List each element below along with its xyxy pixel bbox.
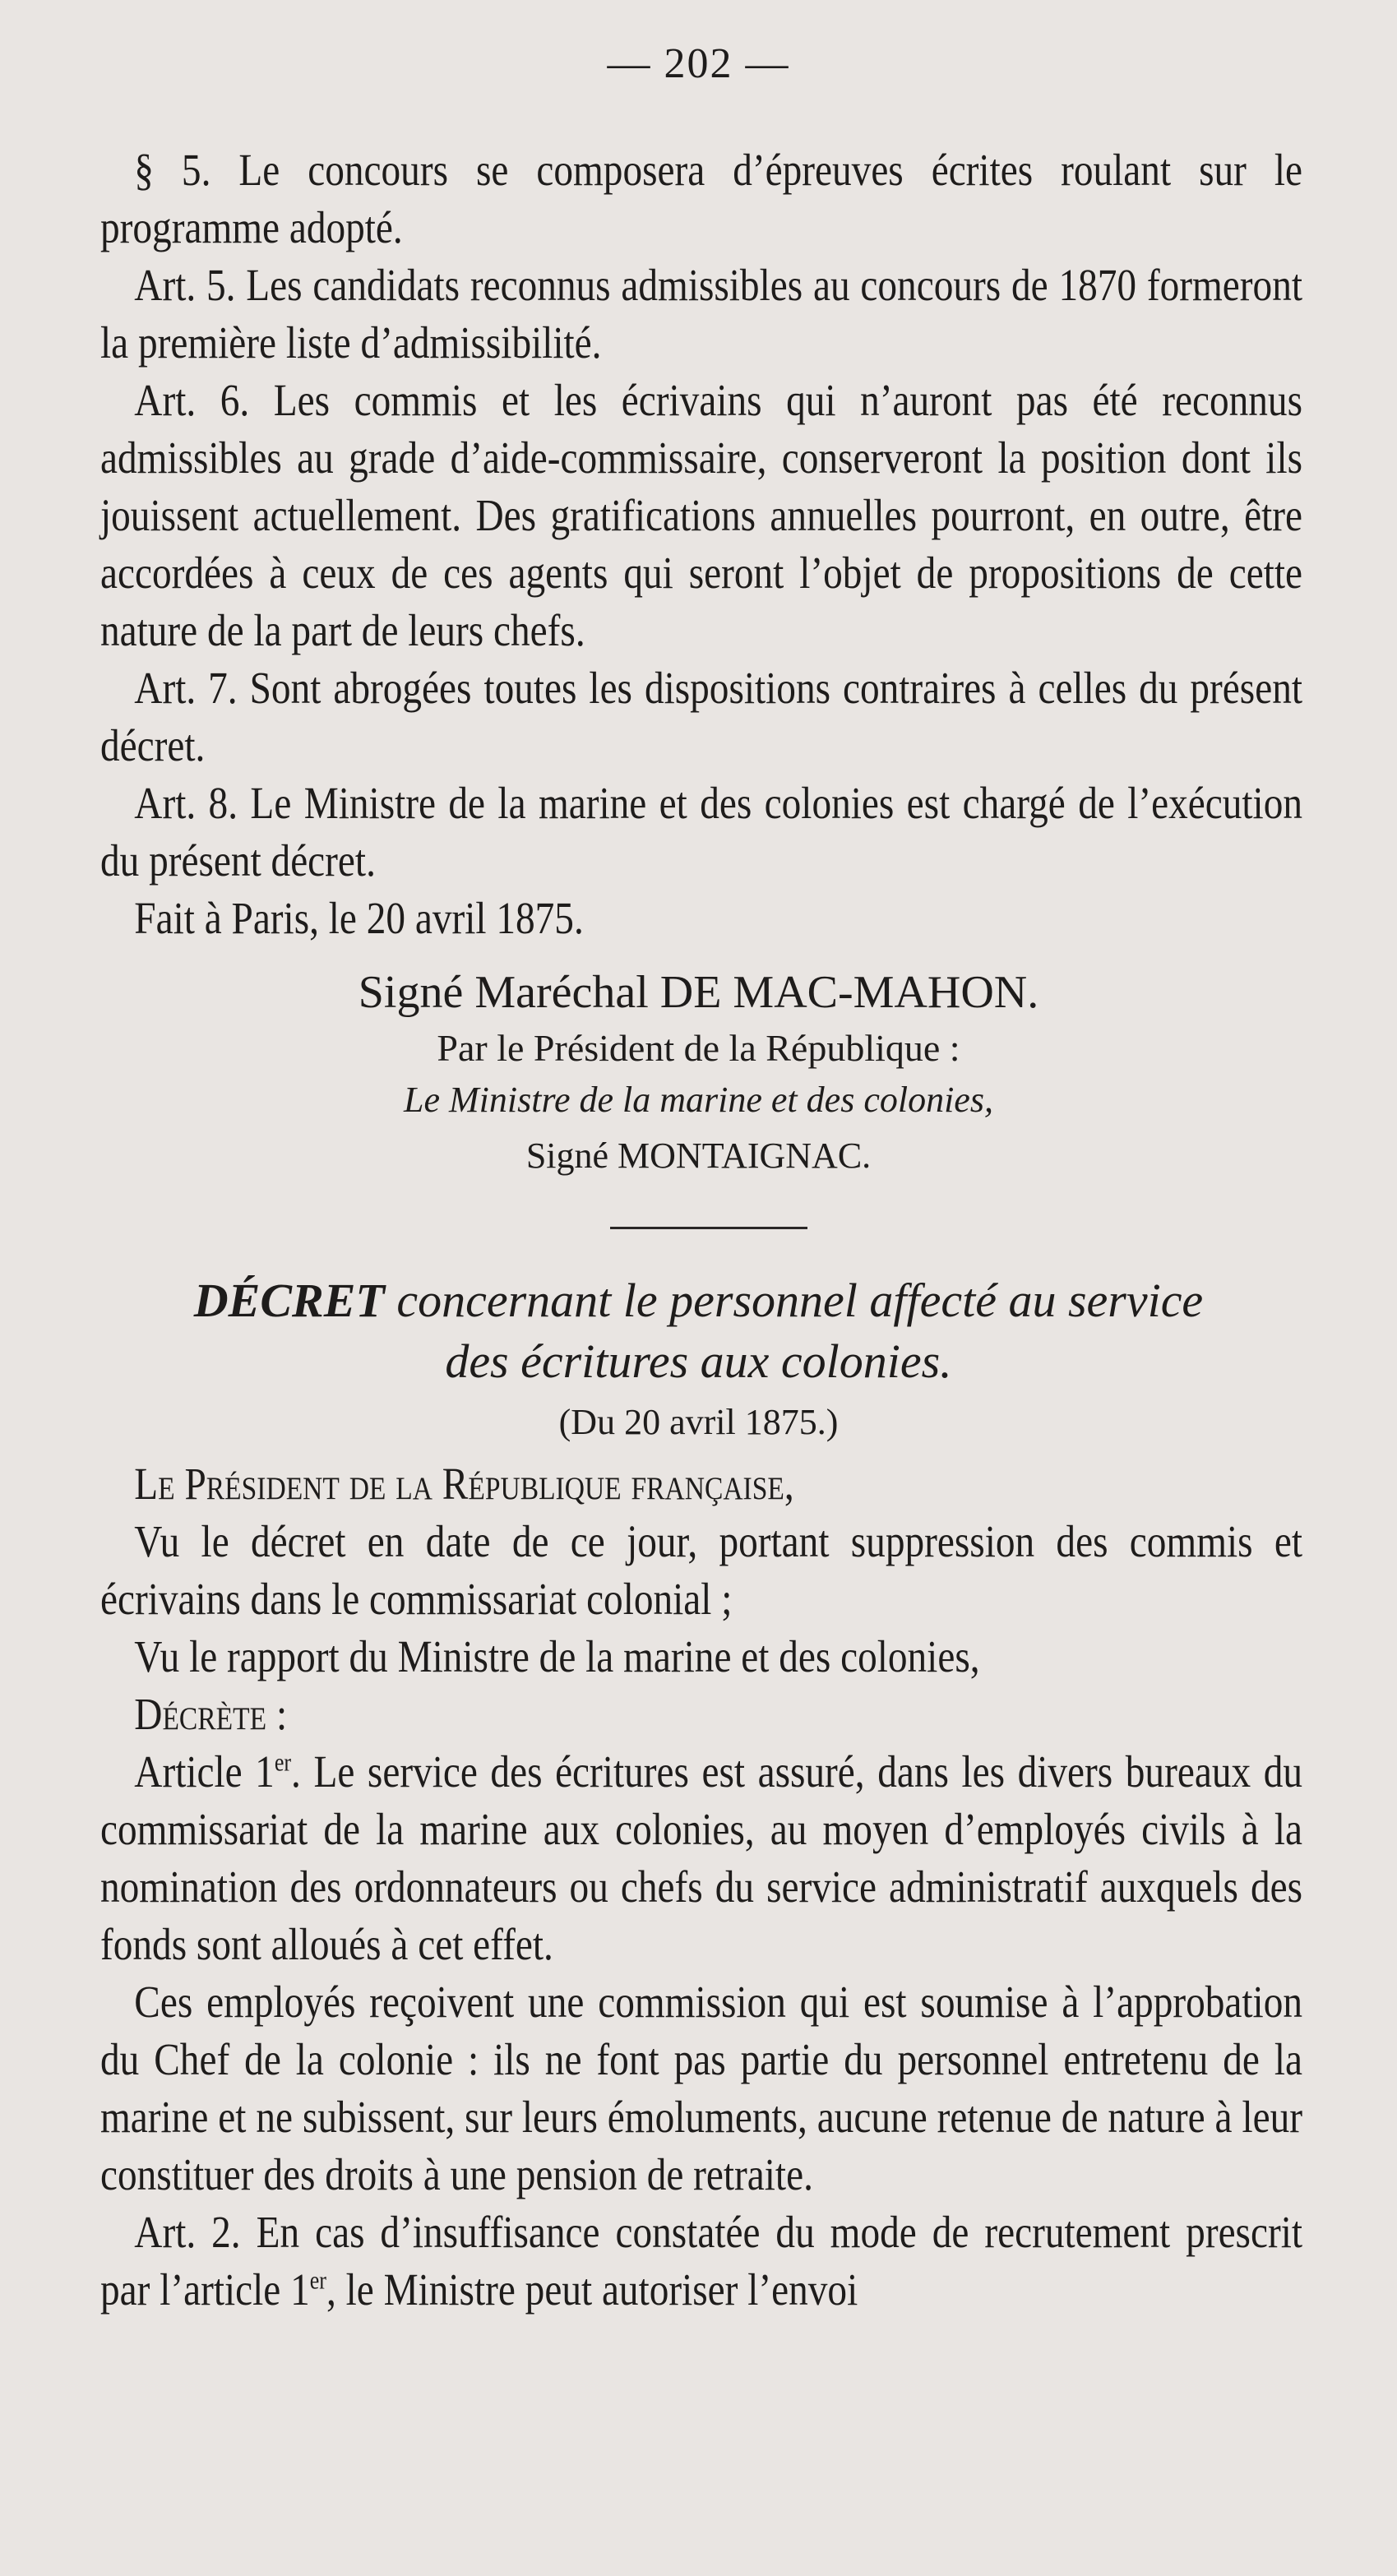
countersign-role: Le Ministre de la marine et des colonies, — [404, 1080, 993, 1120]
decree-2-date: (Du 20 avril 1875.) — [558, 1402, 839, 1442]
page-number: — 202 — — [607, 40, 790, 87]
paragraph-art-8: Art. 8. Le Ministre de la marine et des colonies est chargé de l’exécution du présent décret. — [100, 778, 1302, 886]
signature-president: Signé Maréchal DE MAC-MAHON. — [358, 967, 1039, 1018]
paragraph-art-6: Art. 6. Les commis et les écrivains qui n’auront pas été reconnus admissibles au grade d’aide-commissaire, conserveront la position dont ils jouissent actuellement. Des gratifications annuelles pourront, en outre, être accordées à ceux de ces agents qui seront l’objet de propositions de cette nature de la part de leurs chefs. — [100, 375, 1302, 655]
paragraph-art-7: Art. 7. Sont abrogées toutes les dispositions contraires à celles du présent décret. — [100, 663, 1302, 770]
countersign-name: Signé MONTAIGNAC. — [525, 1135, 872, 1176]
article-1-paragraph-2: Ces employés reçoivent une commission qui est soumise à l’approbation du Chef de la colonie : ils ne font pas partie du personnel entretenu de la marine et ne subissent, sur leurs émoluments, aucune retenue de nature à leur constituer des droits à une pension de retraite. — [100, 1977, 1302, 2199]
considering-decree: Vu le décret en date de ce jour, portant suppression des commis et écrivains dans le commissariat colonial ; — [100, 1516, 1302, 1624]
considering-report: Vu le rapport du Ministre de la marine et des colonies, — [134, 1631, 980, 1681]
decree-2-title-caps: DÉCRET — [193, 1274, 385, 1327]
decree-2-title — [0, 1271, 1397, 1330]
paragraph-art-5: Art. 5. Les candidats reconnus admissibles au concours de 1870 formeront la première liste d’admissibilité. — [100, 260, 1302, 368]
section-divider — [610, 1227, 807, 1229]
decree-2-body — [100, 1455, 1302, 2319]
article-2-sup: er — [309, 2266, 326, 2295]
article-2-start: Art. 2. En cas d’insuffisance constatée du mode de recrutement prescrit par l’article 1 — [100, 2207, 1302, 2315]
article-2-end: , le Ministre peut autoriser l’envoi — [326, 2264, 858, 2315]
decree-2-title-line-2: des écritures aux colonies. — [445, 1334, 952, 1388]
article-2 — [100, 2204, 1302, 2319]
paragraph-done-at-paris: Fait à Paris, le 20 avril 1875. — [134, 893, 584, 943]
decree-1-articles — [100, 141, 1302, 947]
decrees-label: Décrète : — [134, 1689, 288, 1739]
paragraph-section-5: § 5. Le concours se composera d’épreuves écrites roulant sur le programme adopté. — [100, 145, 1302, 252]
countersign-intro: Par le Président de la République : — [437, 1027, 960, 1069]
article-1-sup: er — [274, 1748, 292, 1777]
article-1-label: Article 1 — [134, 1746, 275, 1797]
article-1 — [100, 1743, 1302, 1973]
president-heading: Le Président de la République française, — [134, 1459, 794, 1509]
decree-2-title-rest: concernant le personnel affecté au service — [396, 1274, 1204, 1327]
article-1-text: . Le service des écritures est assuré, dans les divers bureaux du commissariat de la marine aux colonies, au moyen d’employés civils à la nomination des ordonnateurs ou chefs du service administratif auxquels des fonds sont alloués à cet effet. — [100, 1746, 1302, 1969]
